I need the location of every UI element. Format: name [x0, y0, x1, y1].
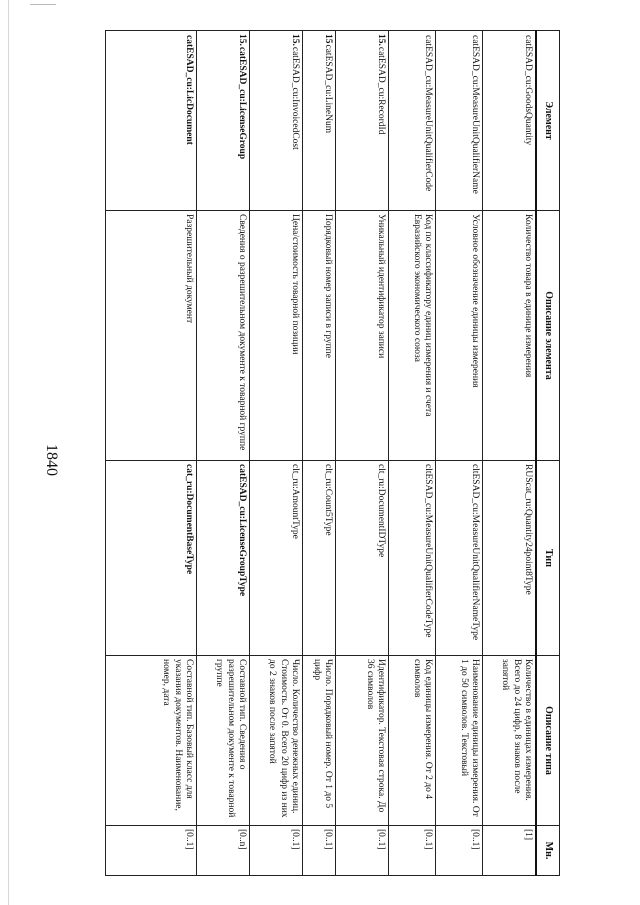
table-row	[483, 31, 537, 876]
cell-element	[336, 31, 389, 211]
element-name: catESAD_cu:MeasureUnitQualifierCode	[423, 35, 433, 192]
table-header-row	[536, 31, 560, 876]
header-element-desc: Описание элемента	[536, 211, 560, 461]
cell-mn: [0..1]	[389, 826, 436, 876]
cell-type: RUScat_ru:Quantity24point8Type	[483, 461, 537, 656]
row-number: 15.	[376, 34, 386, 46]
cell-type: catESAD_cu:LicenseGroupType	[197, 461, 250, 656]
cell-mn: [0..1]	[336, 826, 389, 876]
element-name: catESAD_cu:LicenseGroup	[237, 46, 247, 160]
cell-type-desc: Идентификатор. Текстовая строка. До 36 символов	[336, 656, 389, 826]
cell-type: clt_ru:DocumentIDType	[336, 461, 389, 656]
element-name: catESAD_cu:GoodsQuantity	[523, 35, 533, 146]
cell-type-desc: Составной тип. Базовый класс для указания документов. Наименование, номер, дата	[106, 656, 197, 826]
table-row	[197, 31, 250, 876]
header-element: Элемент	[536, 31, 560, 211]
cell-type-desc: Составной тип. Сведения о разрешительном документе к товарной группе	[197, 656, 250, 826]
cell-mn: [0..1]	[250, 826, 303, 876]
table-row	[106, 31, 197, 876]
cell-element-desc: Сведения о разрешительном документе к товарной группе	[197, 211, 250, 461]
cell-element-desc: Разрешительный документ	[106, 211, 197, 461]
header-type: Тип	[536, 461, 560, 656]
cell-element	[303, 31, 336, 211]
header-mn: Мн.	[536, 826, 560, 876]
row-number: 15.	[290, 34, 300, 46]
cell-mn: [1]	[483, 826, 537, 876]
cell-element	[483, 31, 537, 211]
cell-type-desc: Число. Порядковый номер. От 1 до 5 цифр	[303, 656, 336, 826]
cell-element-desc: Код по классификатору единиц измерения и счета Евразийского экономического союза	[389, 211, 436, 461]
cell-mn: [0..n]	[197, 826, 250, 876]
cell-mn: [0..1]	[106, 826, 197, 876]
rotated-table-container	[80, 30, 560, 875]
table-row	[336, 31, 389, 876]
cell-type: clt_ru:Count5Type	[303, 461, 336, 656]
cell-element	[197, 31, 250, 211]
cell-type: cat_ru:DocumentBaseType	[106, 461, 197, 656]
table-row	[436, 31, 483, 876]
page-number: 1840	[43, 444, 60, 476]
table-row	[250, 31, 303, 876]
table-row	[303, 31, 336, 876]
element-name: catESAD_cu:LicDocument	[184, 35, 194, 145]
element-name: catESAD_cu:MeasureUnitQualifierName	[470, 35, 480, 194]
element-name: catESAD_cu:InvoicedCost	[290, 46, 300, 150]
header-type-desc: Описание типа	[536, 656, 560, 826]
row-number: 15.	[237, 34, 247, 46]
spec-table	[105, 30, 560, 876]
cell-mn: [0..1]	[436, 826, 483, 876]
cell-element-desc: Количество товара в единице измерения	[483, 211, 537, 461]
scan-edge-line	[8, 0, 9, 905]
cell-type-desc: Количество в единицах измерения. Всего до 24 цифр, 8 знаков после запятой	[483, 656, 537, 826]
cell-type-desc: Наименование единицы измерения. От 1 до 50 символов. Текстовый	[436, 656, 483, 826]
cell-element-desc: Уникальный идентификатор записи	[336, 211, 389, 461]
cell-type-desc: Код единицы измерения. От 2 до 4 символов	[389, 656, 436, 826]
scan-mark	[30, 4, 56, 15]
cell-element-desc: Порядковый номер записи в группе	[303, 211, 336, 461]
cell-type: clt_ru:AmountType	[250, 461, 303, 656]
row-number: 15	[323, 34, 333, 44]
cell-element	[106, 31, 197, 211]
cell-element-desc: Цена/стоимость товарной позиции	[250, 211, 303, 461]
cell-element-desc: Условное обозначение единицы измерения	[436, 211, 483, 461]
cell-element	[389, 31, 436, 211]
cell-element	[250, 31, 303, 211]
cell-type: cltESAD_cu:MeasureUnitQualifierCodeType	[389, 461, 436, 656]
cell-mn: [0..1]	[303, 826, 336, 876]
table-row	[389, 31, 436, 876]
element-name: catESAD_cu:LineNum	[323, 44, 333, 134]
element-name: catESAD_cu:RecordId	[376, 46, 386, 135]
cell-type-desc: Число. Количество денежных единиц. Стоимость. От 0. Всего 20 цифр из них до 2 знаков после запятой	[250, 656, 303, 826]
cell-element	[436, 31, 483, 211]
cell-type: cltESAD_cu:MeasureUnitQualifierNameType	[436, 461, 483, 656]
